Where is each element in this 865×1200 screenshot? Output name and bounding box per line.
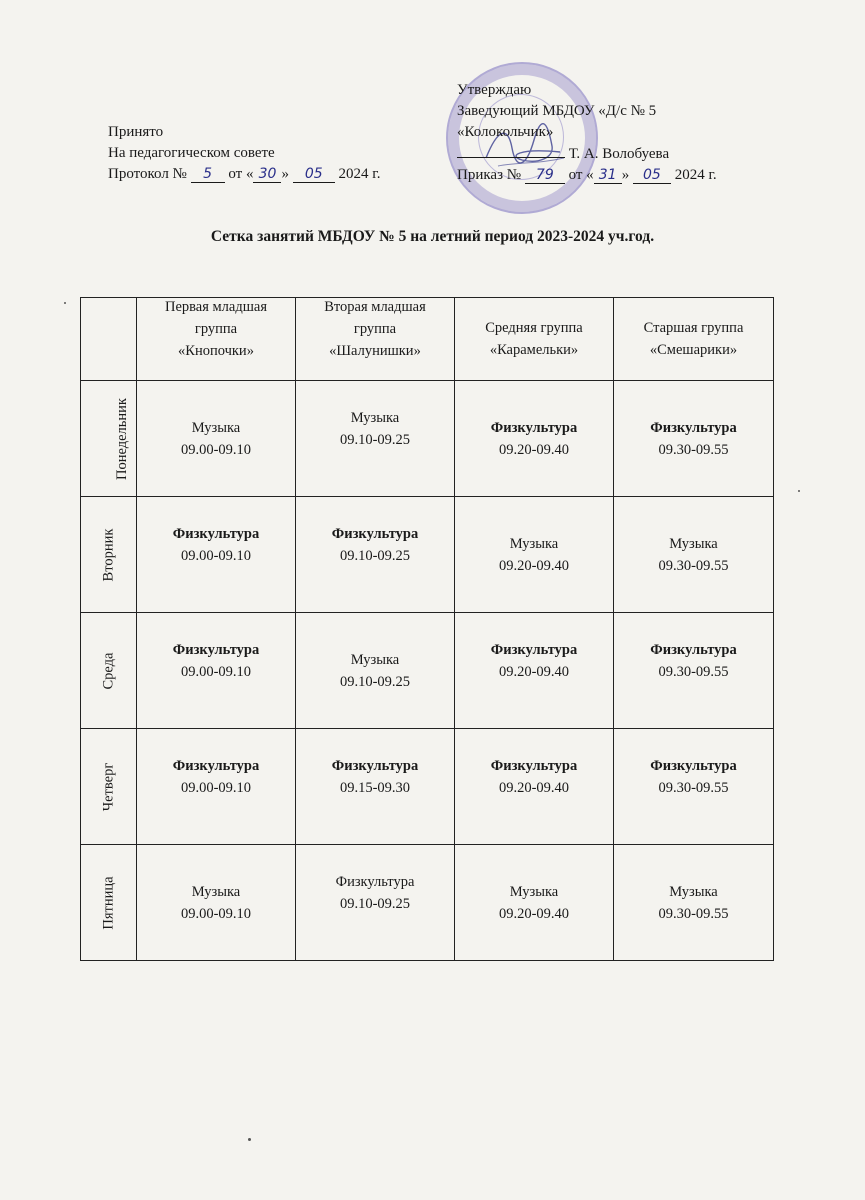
activity-name: Физкультура <box>335 873 415 890</box>
protocol-year: 2024 г. <box>338 166 381 182</box>
schedule-table <box>80 297 774 961</box>
activity-name: Музыка <box>350 651 400 668</box>
accepted-block <box>108 122 380 185</box>
activity-time: 09.15-09.30 <box>339 779 411 796</box>
group-2-line-2: группа <box>353 321 397 337</box>
signature-underline <box>457 143 565 158</box>
activity-time: 09.20-09.40 <box>498 779 570 796</box>
activity-time: 09.30-09.55 <box>658 441 729 458</box>
group-3-line-1: Средняя группа <box>485 320 583 336</box>
group-2-line-3: «Шалунишки» <box>329 343 421 359</box>
schedule-cell <box>296 497 455 613</box>
schedule-cell <box>296 845 455 961</box>
schedule-cell <box>614 845 774 961</box>
approve-label: Утверждаю <box>457 82 532 98</box>
signatory-name: Т. А. Волобуева <box>568 146 670 162</box>
group-4-line-1: Старшая группа <box>643 320 744 336</box>
group-header-2 <box>296 298 455 381</box>
order-prefix: Приказ № <box>457 167 522 183</box>
activity-time: 09.00-09.10 <box>180 547 252 564</box>
head-title-line2: «Колокольчик» <box>457 124 554 140</box>
order-month: 05 <box>633 167 671 184</box>
order-number: 79 <box>525 167 565 184</box>
schedule-cell <box>614 381 774 497</box>
schedule-cell <box>614 729 774 845</box>
accepted-label: Принято <box>108 124 164 140</box>
activity-time: 09.30-09.55 <box>658 557 729 574</box>
activity-name: Физкультура <box>490 757 578 774</box>
group-header-3 <box>455 298 614 381</box>
table-header-row <box>81 298 774 381</box>
group-1-line-2: группа <box>194 321 238 337</box>
activity-name: Физкультура <box>331 525 419 542</box>
approval-block <box>457 80 717 186</box>
day-label: Вторник <box>100 528 117 581</box>
schedule-cell <box>137 845 296 961</box>
group-1-line-1: Первая младшая <box>164 299 268 315</box>
order-line <box>457 165 717 186</box>
table-row-friday <box>81 845 774 961</box>
order-day: 31 <box>594 167 622 184</box>
activity-time: 09.30-09.55 <box>658 779 729 796</box>
activity-name: Физкультура <box>650 757 737 774</box>
day-cell <box>81 845 137 961</box>
scan-speck <box>798 490 800 492</box>
group-header-4 <box>614 298 774 381</box>
day-cell <box>81 497 137 613</box>
protocol-day: 30 <box>253 166 281 183</box>
activity-time: 09.00-09.10 <box>180 663 252 680</box>
activity-name: Физкультура <box>490 419 578 436</box>
schedule-cell <box>614 497 774 613</box>
activity-name: Физкультура <box>331 757 419 774</box>
activity-time: 09.10-09.25 <box>339 895 411 912</box>
activity-time: 09.20-09.40 <box>498 441 570 458</box>
schedule-cell <box>455 497 614 613</box>
activity-name: Физкультура <box>650 419 737 436</box>
group-4-line-2: «Смешарики» <box>649 342 738 358</box>
day-cell <box>81 613 137 729</box>
protocol-number: 5 <box>191 166 225 183</box>
day-label: Среда <box>100 652 117 689</box>
table-row-tuesday <box>81 497 774 613</box>
activity-name: Физкультура <box>172 757 260 774</box>
protocol-line <box>108 164 380 185</box>
scan-speck <box>248 1138 251 1141</box>
activity-time: 09.20-09.40 <box>498 663 570 680</box>
activity-name: Музыка <box>669 883 718 900</box>
activity-time: 09.20-09.40 <box>498 557 570 574</box>
order-year: 2024 г. <box>674 167 717 183</box>
day-label: Четверг <box>100 762 117 811</box>
day-cell <box>81 381 137 497</box>
schedule-cell <box>137 613 296 729</box>
schedule-cell <box>455 381 614 497</box>
activity-time: 09.00-09.10 <box>180 441 252 458</box>
activity-name: Физкультура <box>172 525 260 542</box>
schedule-cell <box>455 729 614 845</box>
table-row-wednesday <box>81 613 774 729</box>
schedule-cell <box>296 729 455 845</box>
corner-cell <box>81 298 137 381</box>
activity-name: Музыка <box>350 409 400 426</box>
schedule-cell <box>137 381 296 497</box>
activity-name: Музыка <box>509 535 559 552</box>
activity-time: 09.30-09.55 <box>658 663 729 680</box>
schedule-cell <box>455 613 614 729</box>
activity-time: 09.20-09.40 <box>498 905 570 922</box>
schedule-cell <box>137 729 296 845</box>
document-title: Сетка занятий МБДОУ № 5 на летний период 2023-2024 уч.год. <box>210 228 655 245</box>
activity-time: 09.30-09.55 <box>658 905 729 922</box>
schedule-cell <box>296 613 455 729</box>
group-2-line-1: Вторая младшая <box>324 299 426 315</box>
activity-name: Музыка <box>191 883 241 900</box>
activity-time: 09.10-09.25 <box>339 673 411 690</box>
table-row-thursday <box>81 729 774 845</box>
group-header-1 <box>137 298 296 381</box>
protocol-prefix: Протокол № <box>108 166 187 182</box>
activity-name: Физкультура <box>490 641 578 658</box>
protocol-quote-close: » <box>281 166 289 182</box>
table-row-monday <box>81 381 774 497</box>
schedule-cell <box>614 613 774 729</box>
protocol-month: 05 <box>293 166 335 183</box>
scan-speck <box>64 302 66 304</box>
protocol-from: от « <box>228 166 254 182</box>
day-label: Пятница <box>100 875 117 930</box>
activity-name: Музыка <box>669 535 718 552</box>
activity-time: 09.10-09.25 <box>339 431 411 448</box>
activity-time: 09.00-09.10 <box>180 779 252 796</box>
order-quote-close: » <box>621 167 630 183</box>
schedule-cell <box>455 845 614 961</box>
group-3-line-2: «Карамельки» <box>489 342 579 358</box>
activity-time: 09.10-09.25 <box>339 547 411 564</box>
signature-line <box>457 143 717 165</box>
day-label: Понедельник <box>113 397 130 480</box>
activity-name: Физкультура <box>650 641 737 658</box>
order-from: от « <box>568 167 594 183</box>
schedule-cell <box>296 381 455 497</box>
activity-name: Физкультура <box>172 641 260 658</box>
head-title-line1: Заведующий МБДОУ «Д/с № 5 <box>457 103 657 119</box>
activity-name: Музыка <box>191 419 241 436</box>
council-label: На педагогическом совете <box>108 145 275 161</box>
group-1-line-3: «Кнопочки» <box>178 343 254 359</box>
activity-time: 09.00-09.10 <box>180 905 252 922</box>
schedule-cell <box>137 497 296 613</box>
day-cell <box>81 729 137 845</box>
activity-name: Музыка <box>509 883 559 900</box>
